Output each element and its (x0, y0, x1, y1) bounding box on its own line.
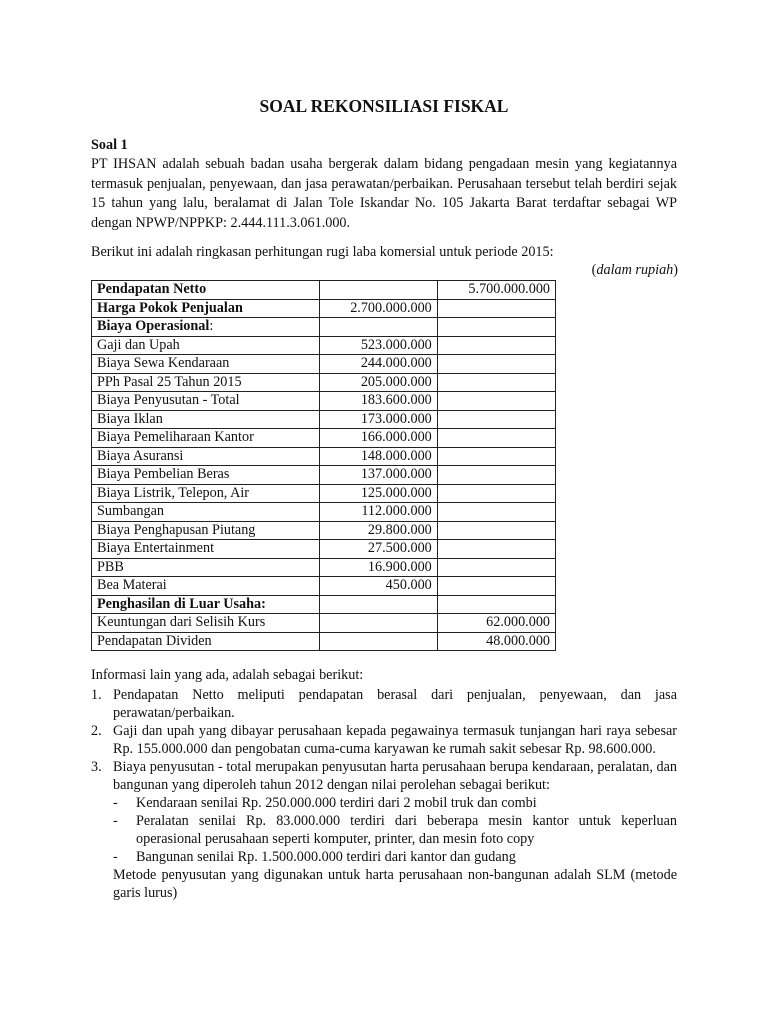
table-row (92, 355, 556, 374)
row-label: Biaya Penghapusan Piutang (92, 521, 320, 540)
intro-paragraph: PT IHSAN adalah sebuah badan usaha bergerak dalam bidang pengadaan mesin yang kegiatannya termasuk penjualan, penyewaan, dan jasa perawatan/perbaikan. Perusahaan tersebut telah berdiri sejak 15 tahun yang lalu, beralamat di Jalan Tole Iskandar No. 105 Jakarta Barat terdaftar sebagai WP dengan NPWP/NPPKP: 2.444.111.3.061.000. (91, 156, 677, 231)
table-row (92, 466, 556, 485)
row-amount-detail: 183.600.000 (319, 392, 437, 411)
row-amount-total (437, 540, 555, 559)
table-row (92, 521, 556, 540)
table-row (92, 447, 556, 466)
row-label: PBB (92, 558, 320, 577)
note-text: Biaya penyusutan - total merupakan penyusutan harta perusahaan berupa kendaraan, peralatan, dan bangunan yang diperoleh tahun 2012 dengan nilai perolehan sebagai berikut: (113, 759, 677, 793)
row-amount-detail: 205.000.000 (319, 373, 437, 392)
row-amount-detail: 137.000.000 (319, 466, 437, 485)
table-row (92, 392, 556, 411)
row-amount-total (437, 299, 555, 318)
row-amount-total (437, 373, 555, 392)
table-row (92, 614, 556, 633)
row-amount-total (437, 318, 555, 337)
row-label: Biaya Entertainment (92, 540, 320, 559)
row-amount-total (437, 503, 555, 522)
row-label: Pendapatan Netto (92, 281, 320, 300)
row-amount-detail: 125.000.000 (319, 484, 437, 503)
note-number: 3. (91, 759, 102, 775)
row-amount-total (437, 392, 555, 411)
row-label: Biaya Asuransi (92, 447, 320, 466)
table-row (92, 540, 556, 559)
row-amount-total (437, 447, 555, 466)
row-amount-total (437, 595, 555, 614)
row-amount-total (437, 429, 555, 448)
row-amount-detail: 27.500.000 (319, 540, 437, 559)
note-number: 1. (91, 687, 102, 703)
sub-item (113, 848, 677, 866)
row-amount-total: 62.000.000 (437, 614, 555, 633)
table-row (92, 373, 556, 392)
row-amount-detail (319, 632, 437, 651)
sub-item (113, 812, 677, 848)
document-title: SOAL REKONSILIASI FISKAL (259, 96, 509, 116)
row-label: Biaya Operasional: (92, 318, 320, 337)
row-amount-detail: 2.700.000.000 (319, 299, 437, 318)
row-amount-detail (319, 614, 437, 633)
table-row (92, 558, 556, 577)
sub-bullet: - (113, 813, 118, 829)
row-amount-total (437, 336, 555, 355)
notes-list (91, 686, 677, 902)
sub-item (113, 794, 677, 812)
table-row (92, 429, 556, 448)
row-amount-detail: 16.900.000 (319, 558, 437, 577)
row-amount-detail (319, 318, 437, 337)
table-row (92, 281, 556, 300)
row-amount-detail: 450.000 (319, 577, 437, 596)
table-row (92, 318, 556, 337)
profit-loss-table (91, 280, 556, 651)
row-amount-detail: 166.000.000 (319, 429, 437, 448)
row-label: Biaya Pemeliharaan Kantor (92, 429, 320, 448)
note-after-text: Metode penyusutan yang digunakan untuk harta perusahaan non-bangunan adalah SLM (metode garis lurus) (113, 867, 677, 901)
row-amount-total: 48.000.000 (437, 632, 555, 651)
row-amount-total (437, 577, 555, 596)
note-item (91, 686, 677, 722)
row-amount-detail: 173.000.000 (319, 410, 437, 429)
row-amount-detail (319, 281, 437, 300)
row-amount-detail (319, 595, 437, 614)
sub-text: Peralatan senilai Rp. 83.000.000 terdiri dari beberapa mesin kantor untuk keperluan operasional perusahaan seperti komputer, printer, dan mesin foto copy (136, 813, 677, 847)
sub-bullet: - (113, 849, 118, 865)
row-label: Biaya Pembelian Beras (92, 466, 320, 485)
summary-intro: Berikut ini adalah ringkasan perhitungan rugi laba komersial untuk periode 2015: (91, 244, 554, 260)
note-number: 2. (91, 723, 102, 739)
row-label: Keuntungan dari Selisih Kurs (92, 614, 320, 633)
note-item (91, 758, 677, 902)
table-row (92, 632, 556, 651)
row-amount-detail: 148.000.000 (319, 447, 437, 466)
note-item (91, 722, 677, 758)
row-amount-detail: 244.000.000 (319, 355, 437, 374)
unit-note: (dalam rupiah) (591, 262, 678, 278)
row-label: Sumbangan (92, 503, 320, 522)
row-amount-total (437, 558, 555, 577)
row-amount-total (437, 521, 555, 540)
row-label: Biaya Penyusutan - Total (92, 392, 320, 411)
table-row (92, 595, 556, 614)
note-text: Gaji dan upah yang dibayar perusahaan kepada pegawainya termasuk tunjangan hari raya sebesar Rp. 155.000.000 dan pengobatan cuma-cuma karyawan ke rumah sakit sebesar Rp. 98.600.000. (113, 723, 677, 757)
row-amount-total (437, 484, 555, 503)
row-label: PPh Pasal 25 Tahun 2015 (92, 373, 320, 392)
row-amount-detail: 112.000.000 (319, 503, 437, 522)
note-sublist (113, 794, 677, 866)
row-label: Harga Pokok Penjualan (92, 299, 320, 318)
row-amount-detail: 523.000.000 (319, 336, 437, 355)
table-row (92, 299, 556, 318)
row-amount-total (437, 355, 555, 374)
row-label: Biaya Listrik, Telepon, Air (92, 484, 320, 503)
row-label: Biaya Iklan (92, 410, 320, 429)
sub-bullet: - (113, 795, 118, 811)
row-label: Gaji dan Upah (92, 336, 320, 355)
row-label: Pendapatan Dividen (92, 632, 320, 651)
sub-text: Kendaraan senilai Rp. 250.000.000 terdiri dari 2 mobil truk dan combi (136, 795, 537, 811)
table-row (92, 503, 556, 522)
row-amount-detail: 29.800.000 (319, 521, 437, 540)
row-amount-total: 5.700.000.000 (437, 281, 555, 300)
info-title: Informasi lain yang ada, adalah sebagai berikut: (91, 667, 364, 683)
table-row (92, 484, 556, 503)
row-amount-total (437, 410, 555, 429)
row-label: Penghasilan di Luar Usaha: (92, 595, 320, 614)
table-row (92, 577, 556, 596)
row-label: Bea Materai (92, 577, 320, 596)
table-row (92, 336, 556, 355)
row-label: Biaya Sewa Kendaraan (92, 355, 320, 374)
note-text: Pendapatan Netto meliputi pendapatan berasal dari penjualan, penyewaan, dan jasa perawatan/perbaikan. (113, 687, 677, 721)
question-label: Soal 1 (91, 137, 128, 153)
sub-text: Bangunan senilai Rp. 1.500.000.000 terdiri dari kantor dan gudang (136, 849, 516, 865)
table-row (92, 410, 556, 429)
row-amount-total (437, 466, 555, 485)
